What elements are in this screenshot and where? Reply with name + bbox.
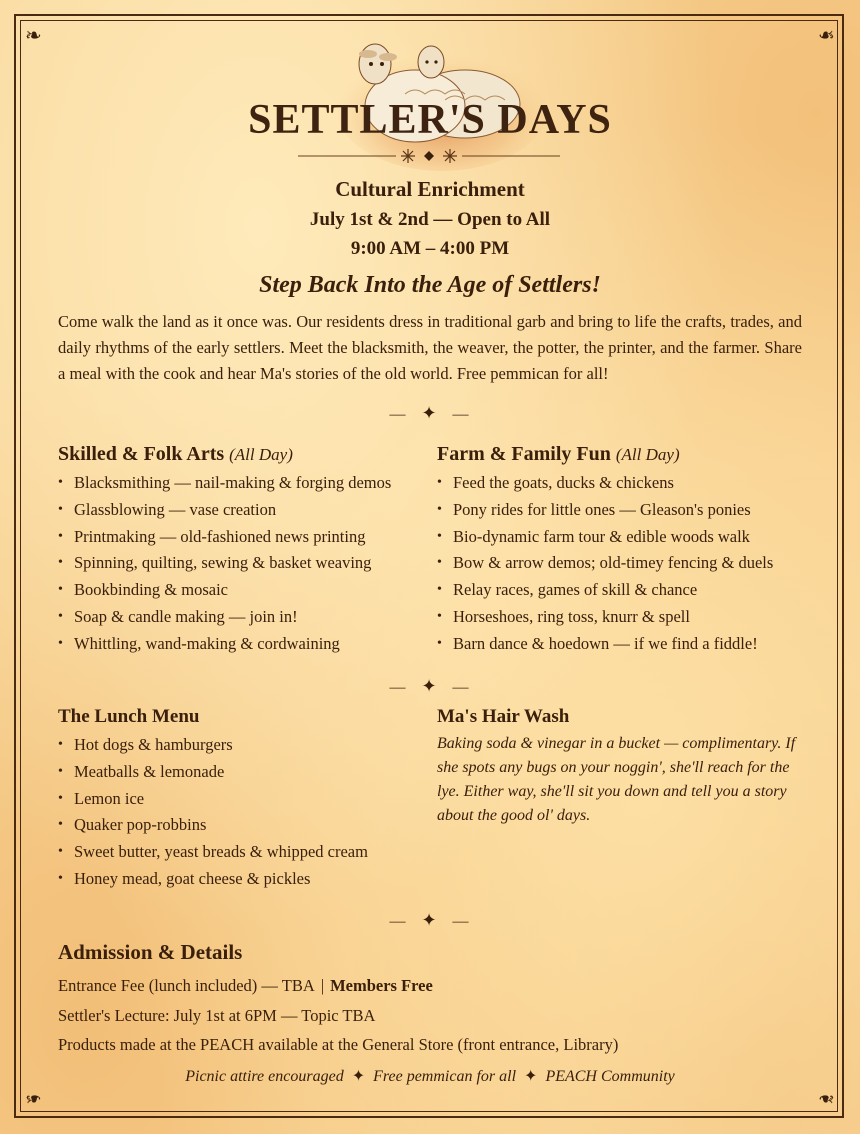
bullet-icon: • (58, 475, 63, 490)
fee-row (58, 971, 802, 1001)
list-item: • Quaker pop-robbins (58, 812, 430, 839)
bullet-icon: • (58, 555, 63, 571)
page-title: SETTLER'S DAYS (248, 97, 612, 143)
divider-dash: — (452, 406, 471, 423)
entrance-fee: Entrance Fee (lunch included) — TBA (58, 976, 315, 995)
bullet-icon: • (58, 737, 63, 752)
bullet-icon: • (58, 501, 63, 517)
list-item: • Sweet butter, yeast breads & whipped cream (58, 839, 430, 866)
bullet-icon: • (58, 870, 63, 886)
arts-heading: Skilled & Folk Arts (58, 443, 225, 465)
list-item: • Printmaking — old-fashioned news printing (58, 524, 430, 551)
list-item: • Bow & arrow demos; old-timey fencing & duels (437, 550, 809, 577)
bullet-icon: • (437, 501, 442, 517)
footer-tagline: Picnic attire encouraged ✦ Free pemmican for all ✦ PEACH Community (185, 1068, 675, 1085)
list-item: • Soap & candle making — join in! (58, 604, 430, 631)
list-item: • Barn dance & hoedown — if we find a fiddle! (437, 631, 809, 658)
list-item: • Bio-dynamic farm tour & edible woods walk (437, 524, 809, 551)
star-icon: ✦ (421, 676, 439, 696)
list-item: • Feed the goats, ducks & chickens (437, 470, 809, 497)
list-item: • Relay races, games of skill & chance (437, 577, 809, 604)
fleuron-icon: ❧ (25, 1087, 42, 1109)
bullet-icon: • (437, 582, 442, 598)
section-divider (0, 676, 860, 697)
list-item: • Lemon ice (58, 786, 430, 813)
fleuron-icon: ❧ (818, 25, 835, 47)
farm-section (437, 443, 809, 658)
lecture-row: Settler's Lecture: July 1st at 6PM — Topic TBA (58, 1005, 376, 1025)
hairwash-text: Baking soda & vinegar in a bucket — complimentary. If she spots any bugs on your noggin', she'll reach for the lye. Either way, she'll sit you down and tell you a story about the good ol' days. (437, 735, 796, 824)
event-subtitle: Cultural Enrichment (335, 177, 525, 201)
star-icon: ✦ (421, 910, 439, 930)
bullet-icon: • (58, 817, 63, 833)
star-icon: ✦ (524, 1068, 538, 1085)
admission-heading: Admission & Details (58, 940, 243, 964)
event-dates: July 1st & 2nd — Open to All (309, 209, 551, 230)
hairwash-heading: Ma's Hair Wash (437, 706, 570, 727)
products-row: Products made at the PEACH available at the General Store (front entrance, Library) (58, 1035, 619, 1054)
admission-section (58, 940, 802, 1060)
fleuron-icon: ❧ (818, 1087, 835, 1109)
star-icon: ✦ (351, 1068, 366, 1085)
list-item: • Horseshoes, ring toss, knurr & spell (437, 604, 809, 631)
bullet-icon: • (58, 608, 63, 624)
farm-heading: Farm & Family Fun (437, 443, 611, 465)
divider-dash: — (389, 406, 408, 423)
bullet-icon: • (437, 475, 442, 490)
arts-section (58, 443, 430, 658)
bullet-icon: • (58, 790, 63, 806)
section-heading (437, 443, 809, 466)
fleuron-icon: ❧ (25, 25, 42, 47)
all-day-note: (All Day) (615, 445, 680, 464)
bullet-icon: • (437, 528, 442, 544)
list-item: • Bookbinding & mosaic (58, 577, 430, 604)
asterisk-ornament-icon (298, 145, 560, 167)
lunch-heading: The Lunch Menu (58, 706, 200, 727)
pipe-separator: | (320, 976, 325, 995)
bullet-icon: • (437, 608, 442, 624)
list-item: • Meatballs & lemonade (58, 759, 430, 786)
list-item: • Spinning, quilting, sewing & basket weaving (58, 550, 430, 577)
hairwash-section (437, 706, 805, 828)
section-divider (0, 403, 860, 424)
list-item: • Hot dogs & hamburgers (58, 732, 430, 759)
bullet-icon: • (58, 844, 63, 860)
event-hours: 9:00 AM – 4:00 PM (350, 238, 510, 259)
divider-dash: — (452, 913, 471, 930)
bullet-icon: • (437, 635, 442, 651)
farm-list (437, 470, 809, 658)
list-item: • Whittling, wand-making & cordwaining (58, 631, 430, 658)
divider-dash: — (452, 679, 471, 696)
section-heading (58, 443, 430, 466)
section-divider (0, 910, 860, 931)
bullet-icon: • (58, 528, 63, 544)
all-day-note: (All Day) (229, 445, 293, 464)
divider-dash: — (389, 913, 408, 930)
arts-list (58, 470, 430, 658)
list-item: • Honey mead, goat cheese & pickles (58, 866, 430, 893)
tagline: Step Back Into the Age of Settlers! (259, 272, 601, 298)
list-item: • Glassblowing — vase creation (58, 497, 430, 524)
lunch-section (58, 706, 430, 893)
star-icon: ✦ (421, 403, 439, 423)
list-item: • Pony rides for little ones — Gleason's ponies (437, 497, 809, 524)
divider-dash: — (389, 679, 408, 696)
bullet-icon: • (437, 555, 442, 571)
bullet-icon: • (58, 635, 63, 651)
bullet-icon: • (58, 582, 63, 598)
members-free: Members Free (330, 976, 433, 995)
intro-paragraph: Come walk the land as it once was. Our residents dress in traditional garb and bring to life the crafts, trades, and daily rhythms of the early settlers. Meet the blacksmith, the weaver, the potter, the printer, and the farmer. Share a meal with the cook and hear Ma's stories of the old world. Free pemmican for all! (58, 312, 802, 383)
list-item: • Blacksmithing — nail-making & forging demos (58, 470, 430, 497)
lunch-list (58, 732, 430, 893)
bullet-icon: • (58, 763, 63, 779)
